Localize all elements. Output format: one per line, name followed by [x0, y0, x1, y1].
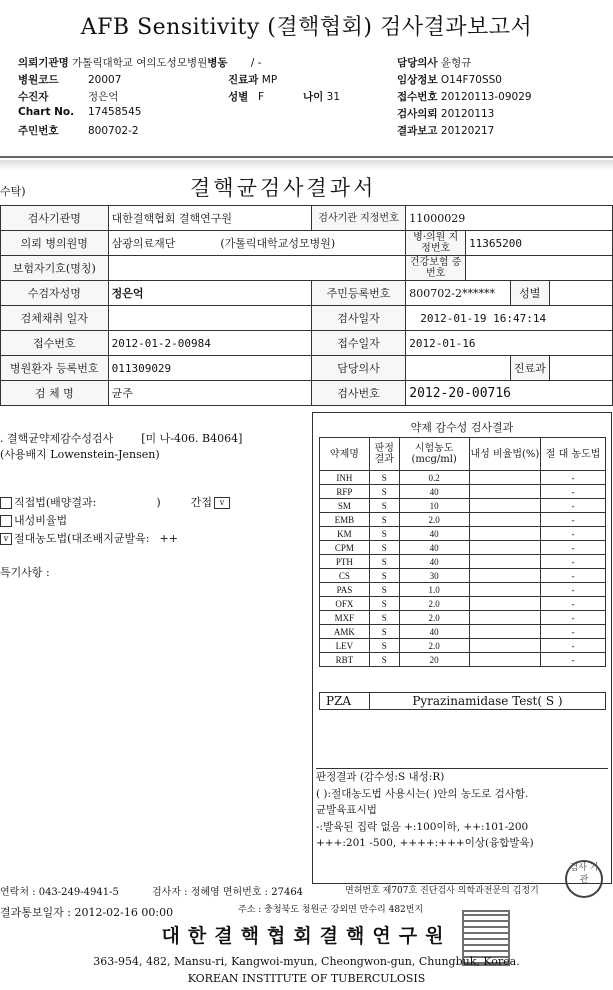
footer-license: 면허번호 제707호 진단검사 의학과전문의 김정기: [345, 886, 539, 896]
column-header: 내성 비율법(%): [469, 438, 541, 471]
cell-value: 2012-20-00716: [406, 381, 613, 406]
column-header: 시험농도 (mcg/ml): [399, 438, 469, 471]
direct-close: ): [156, 496, 161, 509]
table-row: [320, 471, 606, 485]
header-value: 20120113: [440, 108, 495, 120]
drug-cell-abs: -: [541, 653, 606, 667]
drug-cell-conc: 2.0: [399, 639, 469, 653]
drug-cell-abs: -: [541, 597, 606, 611]
form-title: 결핵균검사결과서: [190, 176, 377, 200]
header-label: 병동: [207, 57, 228, 69]
cell-label: 진료과: [510, 356, 549, 381]
drug-cell-res: S: [369, 611, 399, 625]
ratio-label: 내성비율법: [14, 514, 68, 527]
table-row: [320, 597, 606, 611]
header-value: O14F70SS0: [440, 74, 502, 86]
cell-value: [549, 356, 612, 381]
results-title: 약제 감수성 검사결과: [410, 421, 514, 434]
cell-label: 검사일자: [311, 306, 405, 331]
drug-cell-drug: SM: [320, 499, 370, 513]
drug-cell-conc: 40: [399, 485, 469, 499]
patient-info-table: [0, 205, 613, 406]
drug-cell-conc: 2.0: [399, 611, 469, 625]
header-value: 정은억: [88, 91, 119, 103]
header-value: 800702-2: [88, 125, 139, 137]
cell-value: [406, 356, 511, 381]
drug-cell-abs: -: [541, 555, 606, 569]
cell-value: 800702-2******: [406, 281, 511, 306]
remarks-label: 특기사항 :: [0, 566, 50, 579]
drug-cell-ratio: [469, 653, 541, 667]
drug-cell-conc: 40: [399, 555, 469, 569]
cell-value: [108, 306, 311, 331]
indirect-label: 간접: [190, 496, 212, 509]
header-value: 20120113-09029: [440, 91, 532, 103]
drug-cell-conc: 1.0: [399, 583, 469, 597]
drug-cell-conc: 30: [399, 569, 469, 583]
header-value: 20007: [88, 74, 122, 86]
table-row: [320, 653, 606, 667]
cell-label: 병·의원 지정번호: [406, 231, 466, 256]
drug-cell-conc: 40: [399, 527, 469, 541]
drug-cell-abs: -: [541, 499, 606, 513]
header-label: 진료과: [228, 74, 259, 86]
header-value: 가톨릭대학교 여의도성모병원: [72, 57, 208, 69]
drug-cell-drug: RFP: [320, 485, 370, 499]
drug-cell-ratio: [469, 625, 541, 639]
drug-cell-conc: 2.0: [399, 513, 469, 527]
drug-cell-res: S: [369, 471, 399, 485]
table-row: [320, 693, 606, 710]
drug-cell-abs: -: [541, 625, 606, 639]
drug-cell-drug: PTH: [320, 555, 370, 569]
cell-value: 균주: [108, 381, 311, 406]
drug-cell-abs: -: [541, 583, 606, 597]
drug-cell-drug: EMB: [320, 513, 370, 527]
header-label: 담당의사: [397, 57, 438, 69]
drug-cell-abs: -: [541, 611, 606, 625]
header-label: 접수번호: [397, 91, 438, 103]
header-value: 17458545: [88, 106, 142, 118]
header-value: 31: [326, 91, 341, 103]
cell-value: [466, 256, 613, 281]
header-value: / -: [250, 57, 262, 69]
table-row: [320, 583, 606, 597]
cell-label: 성별: [510, 281, 549, 306]
drug-cell-drug: CPM: [320, 541, 370, 555]
drug-cell-ratio: [469, 639, 541, 653]
legend-line: 판정결과 (감수성:S 내성:R): [316, 771, 445, 783]
legend: [316, 768, 608, 852]
table-row: [1, 281, 613, 306]
legend-line: -:발육된 집락 없음 +:100이하, ++:101-200: [316, 820, 529, 833]
cell-value: [549, 281, 612, 306]
drug-cell-abs: -: [541, 471, 606, 485]
header-value: 20120217: [440, 125, 495, 137]
drug-cell-ratio: [469, 485, 541, 499]
drug-cell-ratio: [469, 597, 541, 611]
drug-cell-ratio: [469, 611, 541, 625]
cell-label: 접수일자: [311, 331, 405, 356]
drug-cell-conc: 2.0: [399, 597, 469, 611]
drug-cell-drug: INH: [320, 471, 370, 485]
table-row: [1, 256, 613, 281]
drug-cell-ratio: [469, 541, 541, 555]
drug-cell-res: S: [369, 555, 399, 569]
footer-inspector: 검사자 : 정혜영 면허번호 : 27464: [152, 887, 304, 898]
absolute-value: ++: [159, 532, 178, 545]
drug-cell-res: S: [369, 639, 399, 653]
table-row: [1, 306, 613, 331]
cell-label: 담당의사: [311, 356, 405, 381]
drug-cell-ratio: [469, 513, 541, 527]
form-prefix: 수탁): [0, 185, 26, 198]
drug-cell-drug: PAS: [320, 583, 370, 597]
cell-label: 검사기관 지정번호: [311, 206, 405, 231]
drug-cell-res: S: [369, 597, 399, 611]
page-title: AFB Sensitivity (결핵협회) 검사결과보고서: [80, 15, 533, 40]
column-header: 판정 결과: [369, 438, 399, 471]
footer-notify: 결과통보일자 : 2012-02-16 00:00: [0, 906, 174, 919]
drug-cell-drug: CS: [320, 569, 370, 583]
drug-cell-conc: 40: [399, 541, 469, 555]
cell-value: 정은억: [108, 281, 311, 306]
table-row: [320, 513, 606, 527]
drug-cell-abs: -: [541, 639, 606, 653]
table-row: [1, 356, 613, 381]
test-code: [미 나-406. B4064]: [141, 432, 243, 445]
drug-cell-drug: RBT: [320, 653, 370, 667]
cell-label: 건강보험 증번호: [406, 256, 466, 281]
table-row: [320, 569, 606, 583]
cell-label: 검사기관명: [1, 206, 109, 231]
table-header-row: [320, 438, 606, 471]
drug-cell-res: S: [369, 569, 399, 583]
cell-label: 검 체 명: [1, 381, 109, 406]
cell-label: 의뢰 병의원명: [1, 231, 109, 256]
cell-value: 011309029: [108, 356, 311, 381]
cell-value: 2012-01-19 16:47:14: [406, 306, 613, 331]
header-label: 주민번호: [18, 125, 59, 137]
cell-value: 2012-01-16: [406, 331, 613, 356]
direct-checkbox[interactable]: [0, 497, 12, 509]
hospital-sub: (가톨릭대학교성모병원): [220, 237, 336, 250]
cell-label: 검체채취 일자: [1, 306, 109, 331]
ratio-checkbox[interactable]: [0, 515, 12, 527]
table-row: [320, 625, 606, 639]
header-label: 검사의뢰: [397, 108, 438, 120]
table-row: [1, 331, 613, 356]
indirect-checkbox[interactable]: v: [214, 497, 230, 509]
drug-cell-ratio: [469, 499, 541, 513]
pza-table: [319, 692, 606, 710]
pza-value: Pyrazinamidase Test( S ): [369, 693, 605, 710]
drug-cell-res: S: [369, 499, 399, 513]
drug-cell-drug: AMK: [320, 625, 370, 639]
cell-label: 병원환자 등록번호: [1, 356, 109, 381]
header-right: [397, 55, 532, 140]
header-label: 결과보고: [397, 125, 438, 137]
table-row: [320, 499, 606, 513]
drug-cell-res: S: [369, 653, 399, 667]
drug-cell-drug: KM: [320, 527, 370, 541]
cell-value: 2012-01-2-00984: [108, 331, 311, 356]
direct-label: 직접법(배양결과:: [14, 496, 97, 509]
drug-cell-conc: 0.2: [399, 471, 469, 485]
institute-en: KOREAN INSTITUTE OF TUBERCULOSIS: [187, 972, 426, 985]
drug-cell-res: S: [369, 541, 399, 555]
cell-label: 수검자성명: [1, 281, 109, 306]
header-label: Chart No.: [18, 106, 75, 118]
table-row: [1, 206, 613, 231]
table-row: [320, 639, 606, 653]
pza-label: PZA: [320, 693, 370, 710]
drug-cell-ratio: [469, 569, 541, 583]
absolute-label: 절대농도법(대조배지균발육:: [14, 532, 150, 545]
header-label: 성별: [228, 91, 249, 103]
drug-cell-abs: -: [541, 513, 606, 527]
drug-cell-conc: 40: [399, 625, 469, 639]
divider: [0, 156, 613, 158]
drug-cell-ratio: [469, 527, 541, 541]
cell-value: [108, 256, 406, 281]
hospital-name: 삼광의료재단: [111, 237, 176, 250]
test-method-section: [0, 430, 310, 580]
address-en: 363-954, 482, Mansu-ri, Kangwoi-myun, Cheongwon-gun, Chungbuk, Korea.: [93, 955, 520, 968]
header-left: [18, 55, 340, 140]
drug-cell-res: S: [369, 583, 399, 597]
drug-susceptibility-table: [319, 437, 606, 667]
cell-label: 주민등록번호: [311, 281, 405, 306]
header-value: MP: [261, 74, 278, 86]
legend-line: ( ):절대농도법 사용시는( )안의 농도로 검사함.: [316, 787, 529, 800]
seal-stamp: 검사 기관: [565, 860, 603, 898]
column-header: 절 대 농도법: [541, 438, 606, 471]
drug-cell-ratio: [469, 555, 541, 569]
cell-value: 11000029: [406, 206, 613, 231]
cell-value: [108, 231, 406, 256]
cell-label: 접수번호: [1, 331, 109, 356]
drug-cell-conc: 20: [399, 653, 469, 667]
header-label: 병원코드: [18, 74, 59, 86]
table-row: [320, 485, 606, 499]
legend-line: +++:201 -500, ++++:+++이상(융합발육): [316, 837, 534, 849]
drug-cell-abs: -: [541, 485, 606, 499]
drug-cell-res: S: [369, 527, 399, 541]
drug-cell-ratio: [469, 583, 541, 597]
drug-cell-drug: OFX: [320, 597, 370, 611]
institute-name: 대한결핵협회결핵연구원: [161, 925, 452, 947]
cell-value: 대한결핵협회 결핵연구원: [108, 206, 311, 231]
header-label: 수진자: [18, 91, 49, 103]
drug-cell-res: S: [369, 513, 399, 527]
drug-cell-res: S: [369, 485, 399, 499]
footer-address: 주소 : 충청북도 청원군 강외면 만수리 482번지: [238, 905, 424, 915]
table-row: [1, 381, 613, 406]
test-medium: (사용배지 Lowenstein-Jensen): [0, 448, 160, 461]
table-row: [320, 555, 606, 569]
table-row: [320, 541, 606, 555]
cell-label: 검사번호: [311, 381, 405, 406]
drug-cell-abs: -: [541, 527, 606, 541]
header-value: 윤형규: [440, 57, 472, 69]
table-row: [320, 527, 606, 541]
header-label: 의뢰기관명: [18, 57, 69, 69]
drug-cell-ratio: [469, 471, 541, 485]
drug-table-body: [320, 471, 606, 667]
drug-cell-abs: -: [541, 569, 606, 583]
header-value: F: [258, 91, 265, 103]
absolute-checkbox[interactable]: v: [0, 533, 12, 545]
drug-cell-conc: 10: [399, 499, 469, 513]
cell-value: 11365200: [466, 231, 613, 256]
scan-edge: [0, 160, 613, 170]
drug-cell-drug: MXF: [320, 611, 370, 625]
drug-cell-res: S: [369, 625, 399, 639]
table-row: [1, 231, 613, 256]
legend-line: 균발육표시법: [316, 804, 377, 816]
cell-label: 보험자기호(명칭): [1, 256, 109, 281]
test-name: . 결핵균약제감수성검사: [0, 432, 114, 445]
header-label: 임상정보: [397, 74, 438, 86]
table-row: [320, 611, 606, 625]
column-header: 약제명: [320, 438, 370, 471]
footer-contact: 연락처 : 043-249-4941-5: [0, 887, 119, 898]
drug-cell-abs: -: [541, 541, 606, 555]
header-label: 나이: [303, 91, 324, 103]
drug-cell-drug: LEV: [320, 639, 370, 653]
